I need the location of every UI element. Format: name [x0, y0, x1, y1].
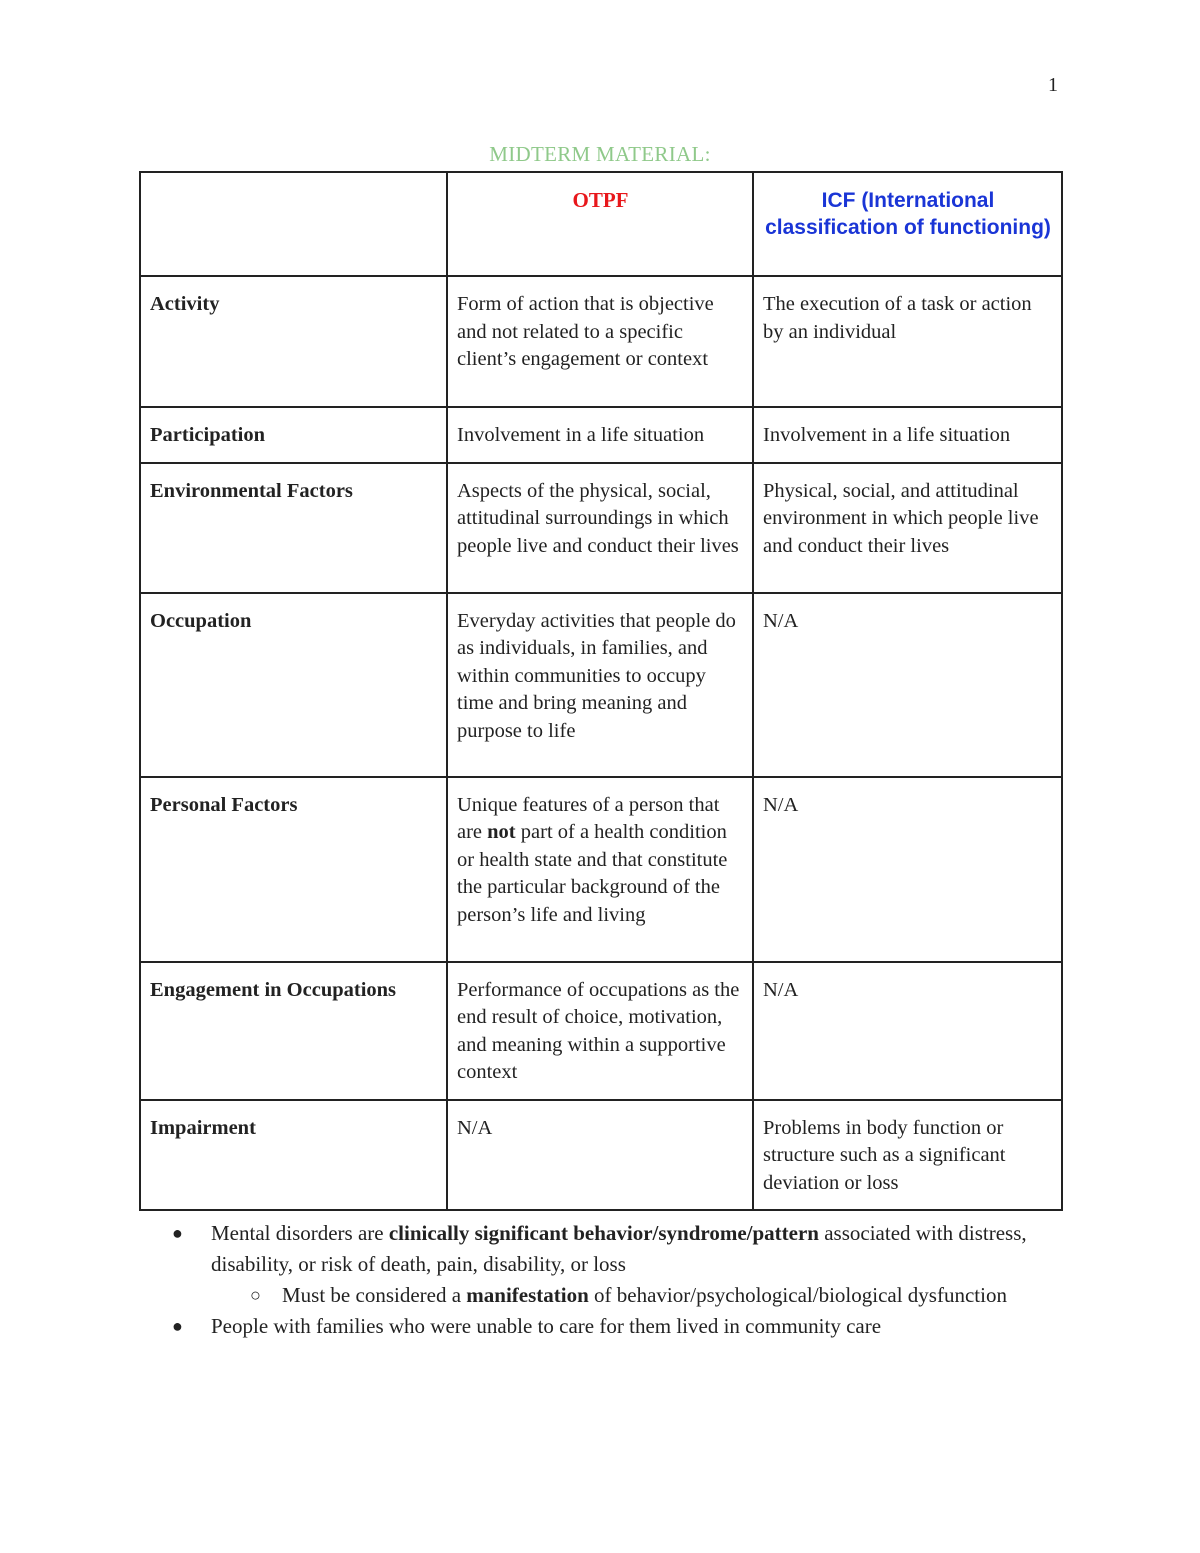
table-row — [140, 407, 1062, 463]
bullet-dot-icon: ● — [172, 1316, 183, 1336]
table-row — [140, 777, 1062, 962]
row-term-engagement-in-occupations: Engagement in Occupations — [140, 962, 447, 1100]
row-icf-participation: Involvement in a life situation — [753, 407, 1062, 463]
header-otpf-cell — [447, 172, 753, 276]
row-icf-occupation: N/A — [753, 593, 1062, 777]
note-text: associated with distress, disability, or risk of death, pain, disability, or loss — [211, 1221, 1027, 1276]
note-text: Must be considered a — [282, 1283, 467, 1307]
table-row — [140, 593, 1062, 777]
comparison-table — [139, 171, 1063, 1211]
row-icf-engagement-in-occupations: N/A — [753, 962, 1062, 1100]
row-icf-impairment: Problems in body function or structure such as a significant deviation or loss — [753, 1100, 1062, 1211]
otpf-personal-text-after: part of a health condition or health state and that constitute the particular background of the person’s life and living — [457, 821, 728, 926]
row-icf-environmental-factors: Physical, social, and attitudinal environment in which people live and conduct their lives — [753, 463, 1062, 593]
header-icf: ICF (International classification of functioning) — [765, 189, 1051, 239]
row-term-environmental-factors: Environmental Factors — [140, 463, 447, 593]
note-emphasis: clinically significant behavior/syndrome/pattern — [388, 1221, 819, 1245]
table-row — [140, 276, 1062, 407]
note-emphasis: manifestation — [466, 1283, 589, 1307]
table-header-row — [140, 172, 1062, 276]
list-item — [172, 1280, 1072, 1311]
list-item — [172, 1311, 1072, 1342]
row-term-personal-factors: Personal Factors — [140, 777, 447, 962]
header-empty-cell — [140, 172, 447, 276]
row-otpf-participation: Involvement in a life situation — [447, 407, 753, 463]
row-otpf-occupation: Everyday activities that people do as individuals, in families, and within communities to occupy time and bring meaning and purpose to life — [447, 593, 753, 777]
row-otpf-impairment: N/A — [447, 1100, 753, 1211]
row-icf-personal-factors: N/A — [753, 777, 1062, 962]
row-term-activity: Activity — [140, 276, 447, 407]
notes-list — [172, 1218, 1072, 1342]
row-term-occupation: Occupation — [140, 593, 447, 777]
header-icf-cell — [753, 172, 1062, 276]
otpf-personal-text-before: Unique features of a person that are — [457, 793, 720, 843]
document-title: MIDTERM MATERIAL: — [489, 142, 711, 166]
header-otpf: OTPF — [572, 188, 629, 212]
bullet-dot-icon: ● — [172, 1223, 183, 1243]
note-mental-disorders — [172, 1218, 1072, 1280]
otpf-personal-emphasis: not — [487, 821, 516, 843]
row-otpf-personal-factors — [447, 777, 753, 962]
row-term-participation: Participation — [140, 407, 447, 463]
note-community-care: People with families who were unable to care for them lived in community care — [211, 1314, 882, 1338]
page-number: 1 — [1048, 74, 1058, 96]
list-item — [172, 1218, 1072, 1280]
table-row — [140, 1100, 1062, 1211]
row-otpf-environmental-factors: Aspects of the physical, social, attitudinal surroundings in which people live and conduct their lives — [447, 463, 753, 593]
table-row — [140, 463, 1062, 593]
row-icf-activity: The execution of a task or action by an individual — [753, 276, 1062, 407]
note-text: of behavior/psychological/biological dysfunction — [588, 1283, 1007, 1307]
note-manifestation — [282, 1280, 1072, 1311]
row-otpf-activity: Form of action that is objective and not related to a specific client’s engagement or context — [447, 276, 753, 407]
note-text: Mental disorders are — [211, 1221, 389, 1245]
row-term-impairment: Impairment — [140, 1100, 447, 1211]
bullet-circle-icon: ○ — [250, 1285, 261, 1305]
row-otpf-engagement-in-occupations: Performance of occupations as the end result of choice, motivation, and meaning within a supportive context — [447, 962, 753, 1100]
table-row — [140, 962, 1062, 1100]
